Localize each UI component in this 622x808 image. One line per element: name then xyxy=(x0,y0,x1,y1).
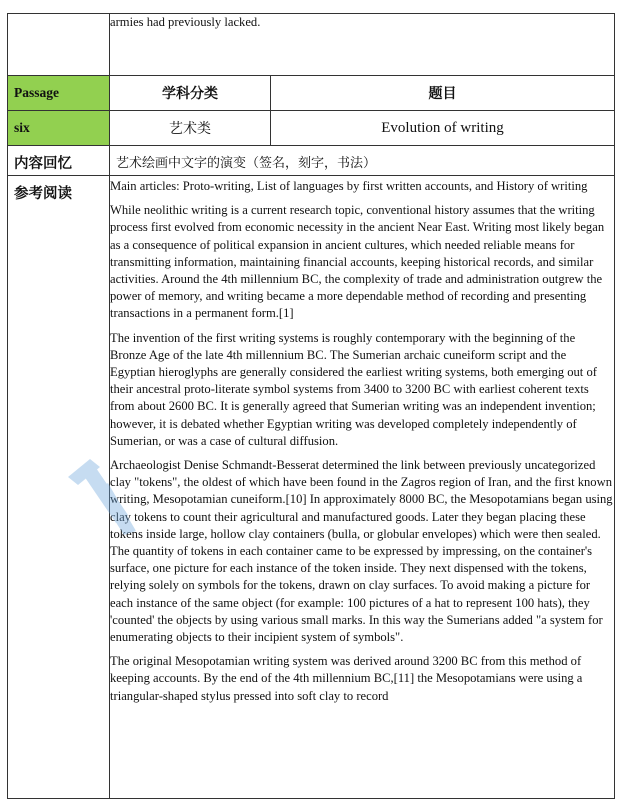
reading-paragraph-2: While neolithic writing is a current research topic, conventional history assumes that the writing process first evolved from economic necessity in the ancient Near East. Writing most likely began as a consequence of political expansion in ancient cultures, which needed reliable means for transmitting information, maintaining financial accounts, keeping historical records, and similar activities. Around the 4th millennium BC, the complexity of trade and administration outgrew the power of memory, and writing became a more dependable method of recording and presenting transactions in a permanent form.[1] xyxy=(110,203,605,321)
reading-paragraph-4: Archaeologist Denise Schmandt-Besserat determined the link between previously uncategorized clay "tokens", the oldest of which have been found in the Zagros region of Iran, and the first known writing, Mesopotamian cuneiform.[10] In approximately 8000 BC, the Mesopotamians began using clay tokens to count their agricultural and manufactured goods. Later they began placing these tokens inside large, hollow clay containers (bulla, or globular envelopes) which were then sealed. The quantity of tokens in each container came to be expressed by impressing, on the container's surface, one picture for each instance of the token inside. They next dispensed with the tokens, relying solely on symbols for the tokens, drawn on clay surfaces. To avoid making a picture for each instance of the same object (for example: 100 pictures of a hat to represent 100 hats), they 'counted' the objects by using various small marks. In this way the Sumerians added "a system for enumerating objects to their incipient system of symbols". xyxy=(110,458,613,645)
reading-body xyxy=(110,176,615,799)
reading-paragraph-5: The original Mesopotamian writing system was derived around 3200 BC from this method of keeping accounts. By the end of the 4th millennium BC,[11] the Mesopotamians were using a triangular-shaped stylus pressed into soft clay to record xyxy=(110,654,583,703)
reading-paragraph-1: Main articles: Proto-writing, List of languages by first written accounts, and History of writing xyxy=(110,179,588,193)
category-header: 学科分类 xyxy=(110,76,271,111)
top-row-text: armies had previously lacked. xyxy=(110,14,615,76)
topic-value: Evolution of writing xyxy=(271,111,615,146)
passage-number xyxy=(8,111,110,146)
empty-cell xyxy=(8,14,110,76)
recall-value: 艺术绘画中文字的演变（签名，刻字，书法） xyxy=(110,146,615,176)
reading-label: 参考阅读 xyxy=(8,176,110,799)
content-table xyxy=(7,13,615,799)
passage-label xyxy=(8,76,110,111)
passage-label-line1: Passage xyxy=(14,85,59,100)
category-value: 艺术类 xyxy=(110,111,271,146)
reading-paragraph-3: The invention of the first writing systems is roughly contemporary with the beginning of the Bronze Age of the late 4th millennium BC. The Sumerian archaic cuneiform script and the Egyptian hieroglyphs are generally considered the earliest writing systems, both emerging out of their ancestral proto-literate symbol systems from 3400 to 3200 BC with earliest coherent texts from about 2600 BC. It is generally agreed that Sumerian writing was an independent invention; however, it is debated whether Egyptian writing was developed completely independently of Sumerian, or was a case of cultural diffusion. xyxy=(110,330,597,448)
recall-label: 内容回忆 xyxy=(8,146,110,176)
topic-header: 题目 xyxy=(271,76,615,111)
passage-label-line2: six xyxy=(14,120,30,135)
